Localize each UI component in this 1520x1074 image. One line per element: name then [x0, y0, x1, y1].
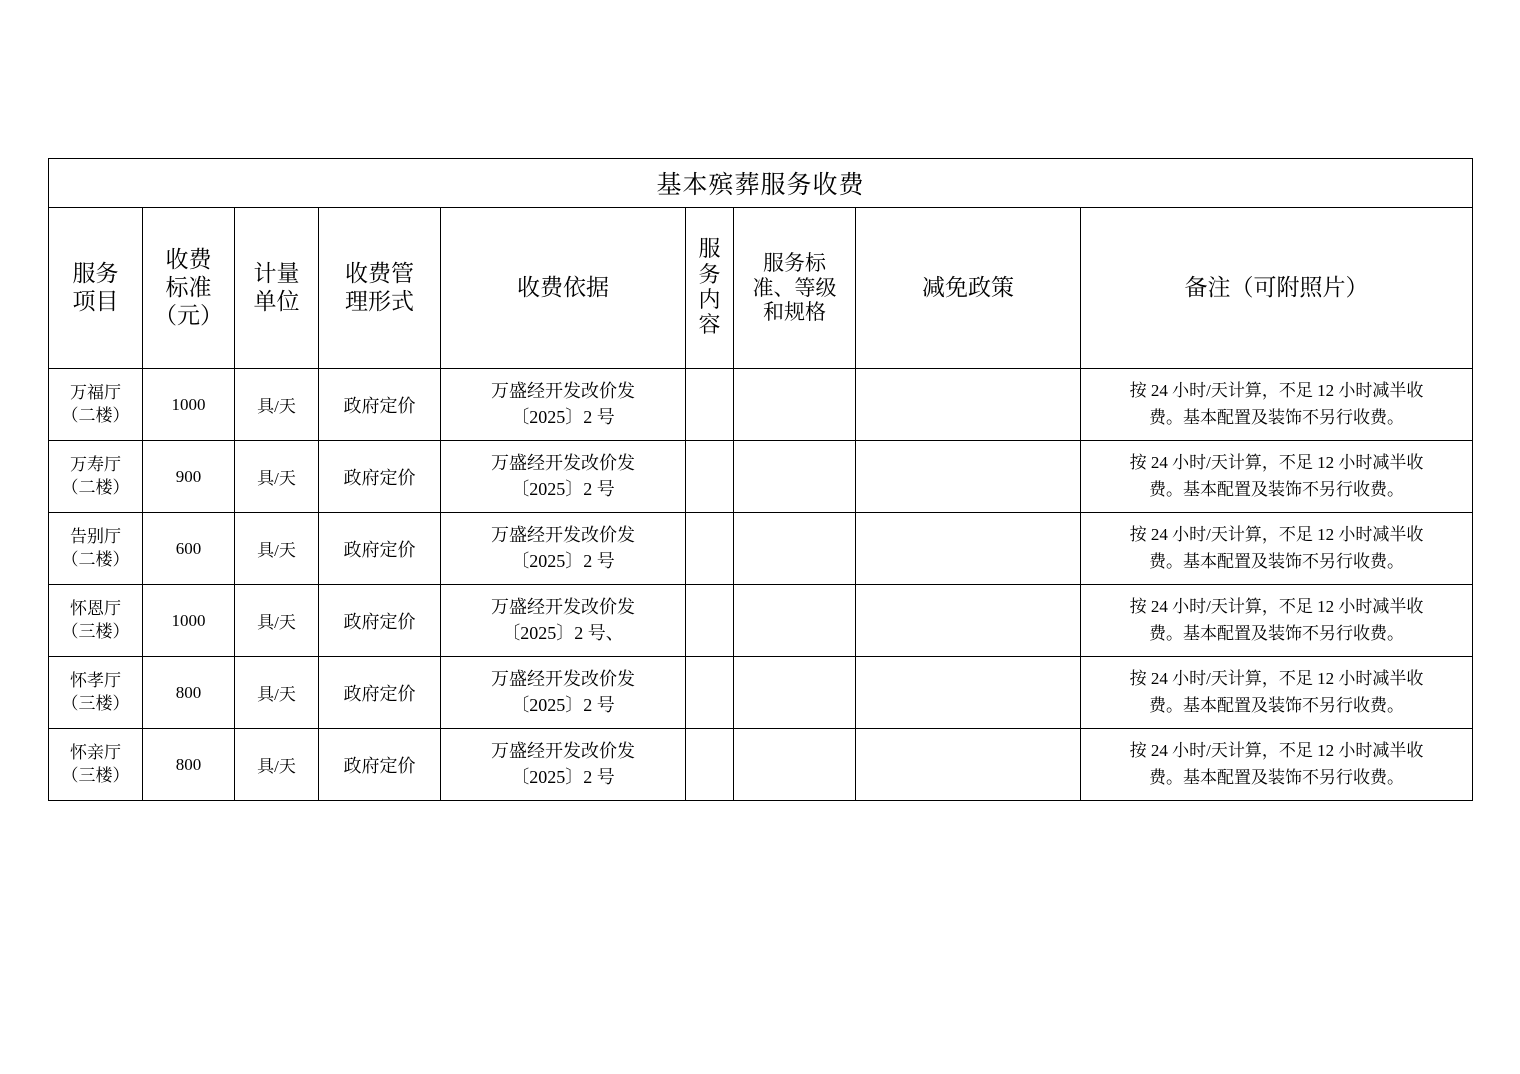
- cell-remark-line1: 按 24 小时/天计算，不足 12 小时减半收: [1129, 597, 1424, 617]
- table-header-row: [49, 208, 1473, 369]
- cell-remark-line1: 按 24 小时/天计算，不足 12 小时减半收: [1129, 525, 1424, 545]
- header-fee-standard-line2: 标准: [165, 274, 212, 301]
- cell-reduction-policy: [856, 369, 1081, 441]
- cell-service-item: [49, 441, 143, 513]
- cell-service-item: [49, 513, 143, 585]
- cell-service-content: [686, 441, 734, 513]
- cell-fee-basis-line1: 万盛经开发改价发: [491, 597, 635, 618]
- cell-unit: 具/天: [235, 513, 319, 585]
- cell-service-content: [686, 585, 734, 657]
- cell-reduction-policy: [856, 729, 1081, 801]
- document-page: [48, 158, 1472, 801]
- cell-fee-basis-line1: 万盛经开发改价发: [491, 669, 635, 690]
- header-service-content-char1: 服: [698, 237, 721, 263]
- cell-service-item-line2: （三楼）: [61, 693, 130, 713]
- cell-service-item-line1: 万福厅: [70, 382, 121, 402]
- cell-remark-line2: 费。基本配置及装饰不另行收费。: [1149, 407, 1405, 427]
- cell-manage-form: 政府定价: [319, 369, 441, 441]
- header-service-content-char3: 内: [698, 288, 721, 313]
- header-service-content-char2: 务: [698, 262, 721, 288]
- fee-table: [48, 158, 1473, 801]
- cell-service-content: [686, 657, 734, 729]
- cell-manage-form: 政府定价: [319, 585, 441, 657]
- header-service-standard-line2: 准、等级: [752, 275, 837, 300]
- cell-fee-basis-line2: 〔2025〕2 号: [511, 406, 615, 427]
- cell-remark-line1: 按 24 小时/天计算，不足 12 小时减半收: [1129, 453, 1424, 473]
- cell-price: 1000: [143, 585, 235, 657]
- cell-service-item: [49, 369, 143, 441]
- header-service-content: [686, 208, 734, 369]
- cell-service-item-line2: （三楼）: [61, 621, 130, 641]
- cell-fee-basis: [441, 657, 686, 729]
- cell-price: 900: [143, 441, 235, 513]
- cell-remark: [1081, 369, 1473, 441]
- header-service-standard: [734, 208, 856, 369]
- cell-service-item-line1: 怀孝厅: [70, 670, 121, 690]
- cell-remark: [1081, 585, 1473, 657]
- table-row: [49, 513, 1473, 585]
- header-service-item-line1: 服务: [72, 260, 119, 287]
- header-unit: [235, 208, 319, 369]
- cell-service-item-line2: （二楼）: [61, 477, 130, 497]
- header-service-item: [49, 208, 143, 369]
- cell-fee-basis: [441, 369, 686, 441]
- cell-service-item-line2: （三楼）: [61, 765, 130, 785]
- cell-service-standard: [734, 369, 856, 441]
- cell-unit: 具/天: [235, 657, 319, 729]
- cell-manage-form: 政府定价: [319, 657, 441, 729]
- cell-remark-line2: 费。基本配置及装饰不另行收费。: [1149, 479, 1405, 499]
- header-remark: 备注（可附照片）: [1081, 208, 1473, 369]
- cell-remark: [1081, 513, 1473, 585]
- cell-price: 800: [143, 729, 235, 801]
- cell-reduction-policy: [856, 657, 1081, 729]
- cell-remark: [1081, 729, 1473, 801]
- table-row: [49, 729, 1473, 801]
- header-unit-line1: 计量: [253, 260, 300, 287]
- cell-price: 1000: [143, 369, 235, 441]
- cell-service-item-line1: 万寿厅: [70, 454, 121, 474]
- header-manage-form-line2: 理形式: [345, 289, 414, 315]
- cell-remark: [1081, 657, 1473, 729]
- cell-price: 800: [143, 657, 235, 729]
- table-row: [49, 585, 1473, 657]
- cell-service-item-line1: 怀亲厅: [70, 742, 121, 762]
- cell-service-standard: [734, 441, 856, 513]
- cell-service-standard: [734, 657, 856, 729]
- cell-service-content: [686, 729, 734, 801]
- cell-manage-form: 政府定价: [319, 513, 441, 585]
- cell-fee-basis: [441, 513, 686, 585]
- cell-fee-basis-line2: 〔2025〕2 号: [511, 694, 615, 715]
- table-row: [49, 441, 1473, 513]
- header-fee-standard: [143, 208, 235, 369]
- cell-price: 600: [143, 513, 235, 585]
- cell-fee-basis-line1: 万盛经开发改价发: [491, 453, 635, 474]
- cell-unit: 具/天: [235, 729, 319, 801]
- cell-remark-line2: 费。基本配置及装饰不另行收费。: [1149, 767, 1405, 787]
- cell-service-item: [49, 657, 143, 729]
- cell-fee-basis-line2: 〔2025〕2 号: [511, 550, 615, 571]
- header-fee-standard-line3: （元）: [154, 303, 223, 330]
- cell-fee-basis: [441, 585, 686, 657]
- cell-fee-basis-line2: 〔2025〕2 号、: [502, 622, 624, 643]
- cell-service-standard: [734, 729, 856, 801]
- cell-service-standard: [734, 513, 856, 585]
- cell-unit: 具/天: [235, 441, 319, 513]
- cell-unit: 具/天: [235, 369, 319, 441]
- header-service-content-char4: 容: [698, 313, 721, 339]
- cell-fee-basis-line2: 〔2025〕2 号: [511, 766, 615, 787]
- cell-service-item-line1: 怀恩厅: [70, 598, 121, 618]
- header-manage-form-line1: 收费管: [345, 260, 414, 287]
- table-row: [49, 657, 1473, 729]
- cell-service-item-line1: 告别厅: [70, 526, 121, 546]
- header-manage-form: [319, 208, 441, 369]
- cell-unit: 具/天: [235, 585, 319, 657]
- cell-reduction-policy: [856, 585, 1081, 657]
- header-service-item-line2: 项目: [72, 289, 119, 315]
- cell-fee-basis-line1: 万盛经开发改价发: [491, 741, 635, 762]
- cell-remark: [1081, 441, 1473, 513]
- header-service-standard-line3: 和规格: [763, 300, 826, 325]
- cell-reduction-policy: [856, 513, 1081, 585]
- cell-fee-basis-line1: 万盛经开发改价发: [491, 525, 635, 546]
- cell-fee-basis-line1: 万盛经开发改价发: [491, 381, 635, 402]
- cell-remark-line2: 费。基本配置及装饰不另行收费。: [1149, 623, 1405, 643]
- header-fee-basis: 收费依据: [441, 208, 686, 369]
- cell-fee-basis: [441, 441, 686, 513]
- header-service-standard-line1: 服务标: [763, 250, 826, 275]
- table-title: 基本殡葬服务收费: [49, 159, 1473, 208]
- cell-manage-form: 政府定价: [319, 729, 441, 801]
- table-title-row: [49, 159, 1473, 208]
- header-reduction-policy: 减免政策: [856, 208, 1081, 369]
- table-row: [49, 369, 1473, 441]
- cell-service-item: [49, 729, 143, 801]
- cell-fee-basis: [441, 729, 686, 801]
- cell-remark-line1: 按 24 小时/天计算，不足 12 小时减半收: [1129, 741, 1424, 761]
- cell-service-item: [49, 585, 143, 657]
- cell-manage-form: 政府定价: [319, 441, 441, 513]
- cell-service-content: [686, 369, 734, 441]
- header-unit-line2: 单位: [253, 289, 300, 315]
- cell-remark-line1: 按 24 小时/天计算，不足 12 小时减半收: [1129, 669, 1424, 689]
- cell-service-standard: [734, 585, 856, 657]
- cell-service-item-line2: （二楼）: [61, 405, 130, 425]
- cell-fee-basis-line2: 〔2025〕2 号: [511, 478, 615, 499]
- header-fee-standard-line1: 收费: [165, 246, 212, 273]
- cell-remark-line2: 费。基本配置及装饰不另行收费。: [1149, 695, 1405, 715]
- cell-service-item-line2: （二楼）: [61, 549, 130, 569]
- cell-service-content: [686, 513, 734, 585]
- cell-remark-line1: 按 24 小时/天计算，不足 12 小时减半收: [1129, 381, 1424, 401]
- cell-reduction-policy: [856, 441, 1081, 513]
- cell-remark-line2: 费。基本配置及装饰不另行收费。: [1149, 551, 1405, 571]
